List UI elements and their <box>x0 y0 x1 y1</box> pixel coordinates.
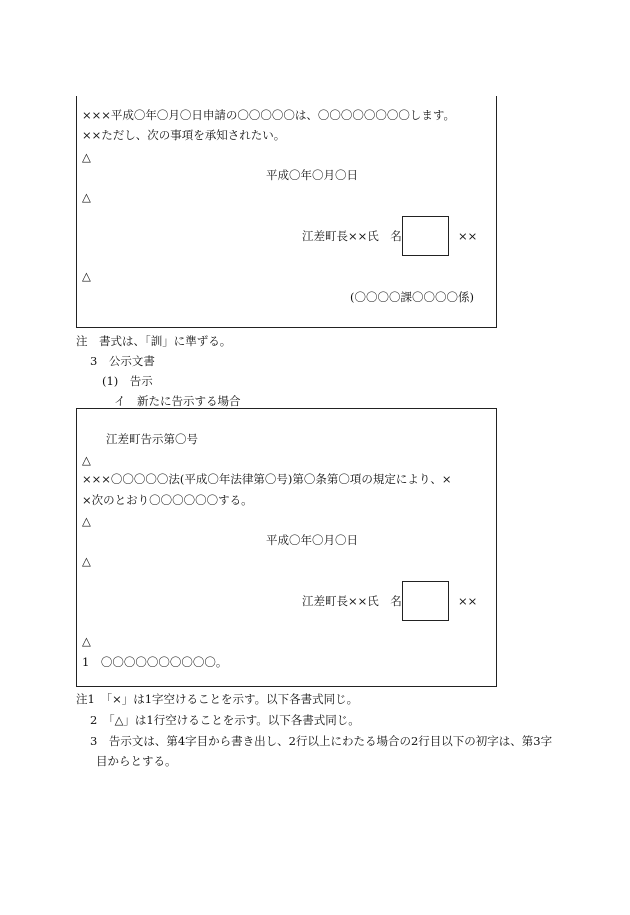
form2-item-1: 1 〇〇〇〇〇〇〇〇〇〇。 <box>82 655 228 669</box>
form1-blank-mark-3: △ <box>82 269 91 283</box>
form2-blank-mark-4: △ <box>82 634 91 648</box>
form2-body-line-2: ×次のとおり〇〇〇〇〇〇する。 <box>82 493 253 507</box>
form1-signatory-suffix: ×× <box>458 229 478 243</box>
form2-seal-box <box>402 581 449 621</box>
form1-blank-mark-2: △ <box>82 190 91 204</box>
form1-line-1: ×××平成〇年〇月〇日申請の〇〇〇〇〇は、〇〇〇〇〇〇〇〇します。 <box>82 108 455 122</box>
form2-body-line-1: ×××〇〇〇〇〇法(平成〇年法律第〇号)第〇条第〇項の規定により、× <box>82 472 452 486</box>
form1-signatory: 江差町長××氏 名 <box>302 229 402 243</box>
form1-seal-box <box>402 216 449 256</box>
form2-signatory: 江差町長××氏 名 <box>302 594 402 608</box>
form2-blank-mark-1: △ <box>82 453 91 467</box>
heading-new-notice: イ 新たに告示する場合 <box>114 394 241 408</box>
form2-blank-mark-2: △ <box>82 514 91 528</box>
note-3: 3 告示文は、第4字目から書き出し、2行以上にわたる場合の2行目以下の初字は、第3字 <box>90 734 553 748</box>
form2-notice-number: 江差町告示第〇号 <box>106 432 198 446</box>
note-3-continued: 目からとする。 <box>96 754 177 768</box>
form2-date: 平成〇年〇月〇日 <box>266 533 358 547</box>
heading-public-documents: 3 公示文書 <box>90 354 155 368</box>
form1-blank-mark-1: △ <box>82 150 91 164</box>
note-2: 2 「△」は1行空けることを示す。以下各書式同じ。 <box>90 713 360 727</box>
form2-blank-mark-3: △ <box>82 554 91 568</box>
form1-date: 平成〇年〇月〇日 <box>266 168 358 182</box>
heading-notice: (1) 告示 <box>102 374 153 388</box>
form2-signatory-suffix: ×× <box>458 594 478 608</box>
form1-section-name: (〇〇〇〇課〇〇〇〇係) <box>350 290 474 304</box>
note-format: 注 書式は、「訓」に準ずる。 <box>76 334 232 348</box>
note-1: 注1 「×」は1字空けることを示す。以下各書式同じ。 <box>76 692 359 706</box>
notice-form-box-2 <box>76 408 497 687</box>
form1-line-2: ××ただし、次の事項を承知されたい。 <box>82 128 286 142</box>
